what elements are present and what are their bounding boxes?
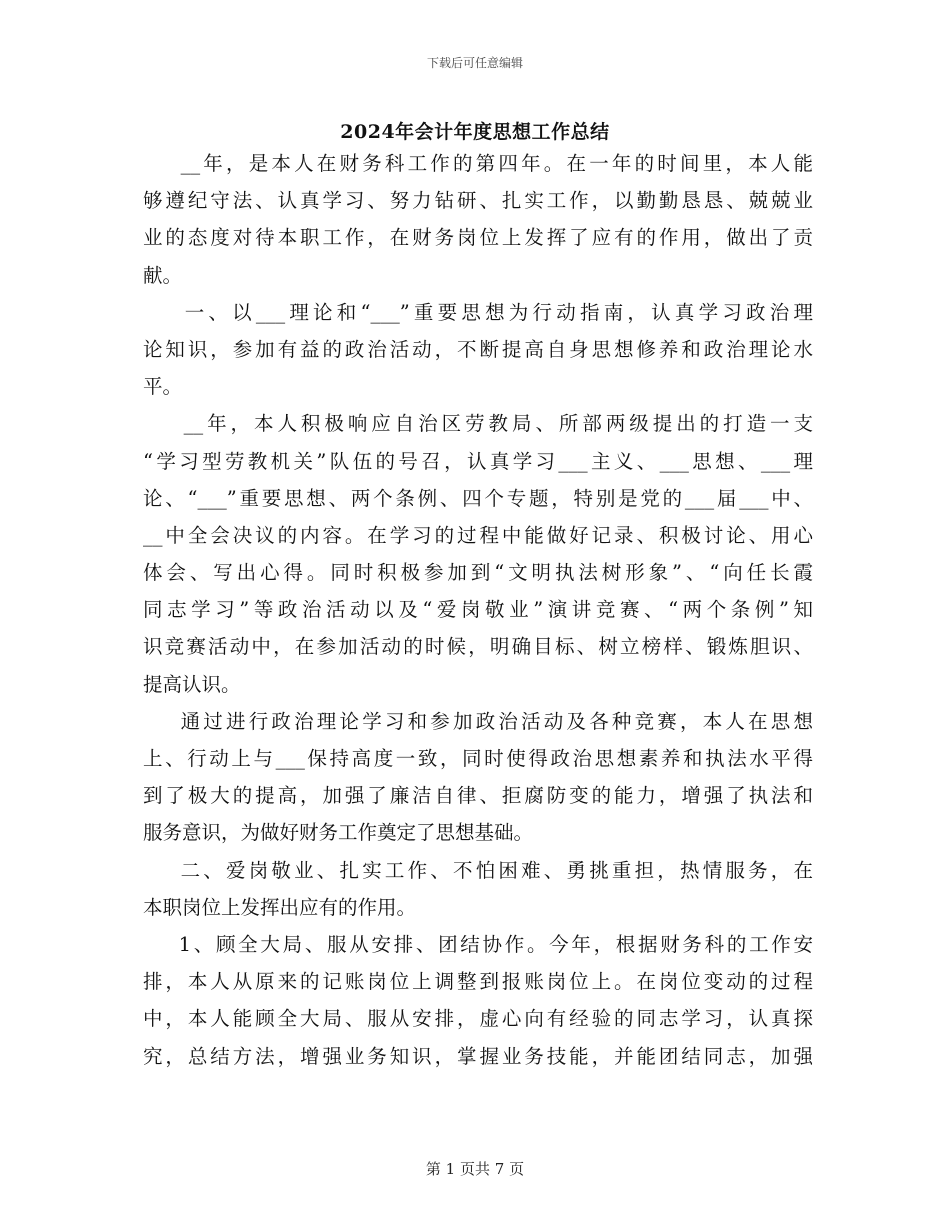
body-line: __年，本人积极响应自治区劳教局、所部两级提出的打造一支 — [143, 412, 813, 436]
body-line: 识竞赛活动中，在参加活动的时候，明确目标、树立榜样、锻炼胆识、 — [143, 635, 813, 659]
body-line: 体会、写出心得。同时积极参加到“文明执法树形象”、“向任长霞 — [143, 561, 813, 585]
body-line: 服务意识，为做好财务工作奠定了思想基础。 — [143, 821, 534, 845]
body-line: 通过进行政治理论学习和参加政治活动及各种竞赛，本人在思想 — [143, 709, 813, 733]
body-line: 1、顾全大局、服从安排、团结协作。今年，根据财务科的工作安 — [143, 932, 813, 956]
body-line: __年，是本人在财务科工作的第四年。在一年的时间里，本人能 — [143, 152, 813, 175]
document-title: 2024年会计年度思想工作总结 — [340, 121, 610, 143]
body-line: 够遵纪守法、认真学习、努力钻研、扎实工作，以勤勤恳恳、兢兢业 — [143, 189, 813, 213]
page-number: 第 1 页共 7 页 — [425, 1160, 525, 1178]
body-line: __中全会决议的内容。在学习的过程中能做好记录、积极讨论、用心 — [143, 523, 813, 547]
body-line: 二、爱岗敬业、扎实工作、不怕困难、勇挑重担，热情服务，在 — [143, 858, 813, 882]
page-header-note: 下载后可任意编辑 — [426, 56, 523, 70]
body-line: 平。 — [143, 375, 183, 399]
body-line: 到了极大的提高，加强了廉洁自律、拒腐防变的能力，增强了执法和 — [143, 784, 813, 808]
body-line: 同志学习”等政治活动以及“爱岗敬业”演讲竞赛、“两个条例”知 — [143, 598, 813, 622]
body-line: 排，本人从原来的记账岗位上调整到报账岗位上。在岗位变动的过程 — [143, 970, 813, 994]
body-line: 献。 — [143, 263, 183, 287]
body-line: “学习型劳教机关”队伍的号召，认真学习___主义、___思想、___理 — [143, 449, 813, 473]
body-line: 业的态度对待本职工作，在财务岗位上发挥了应有的作用，做出了贡 — [143, 226, 813, 250]
body-line: 本职岗位上发挥出应有的作用。 — [143, 895, 417, 919]
body-line: 中，本人能顾全大局、服从安排，虚心向有经验的同志学习，认真探 — [143, 1007, 813, 1031]
body-line: 论知识，参加有益的政治活动，不断提高自身思想修养和政治理论水 — [143, 337, 813, 361]
body-line: 上、行动上与___保持高度一致，同时使得政治思想素养和执法水平得 — [143, 747, 813, 770]
document-body — [143, 145, 813, 1075]
body-line: 一、以___理论和“___”重要思想为行动指南，认真学习政治理 — [143, 300, 813, 324]
body-line: 究，总结方法，增强业务知识，掌握业务技能，并能团结同志，加强 — [143, 1044, 813, 1068]
body-line: 提高认识。 — [143, 672, 241, 696]
body-line: 论、“___”重要思想、两个条例、四个专题，特别是党的___届___中、 — [143, 486, 813, 510]
